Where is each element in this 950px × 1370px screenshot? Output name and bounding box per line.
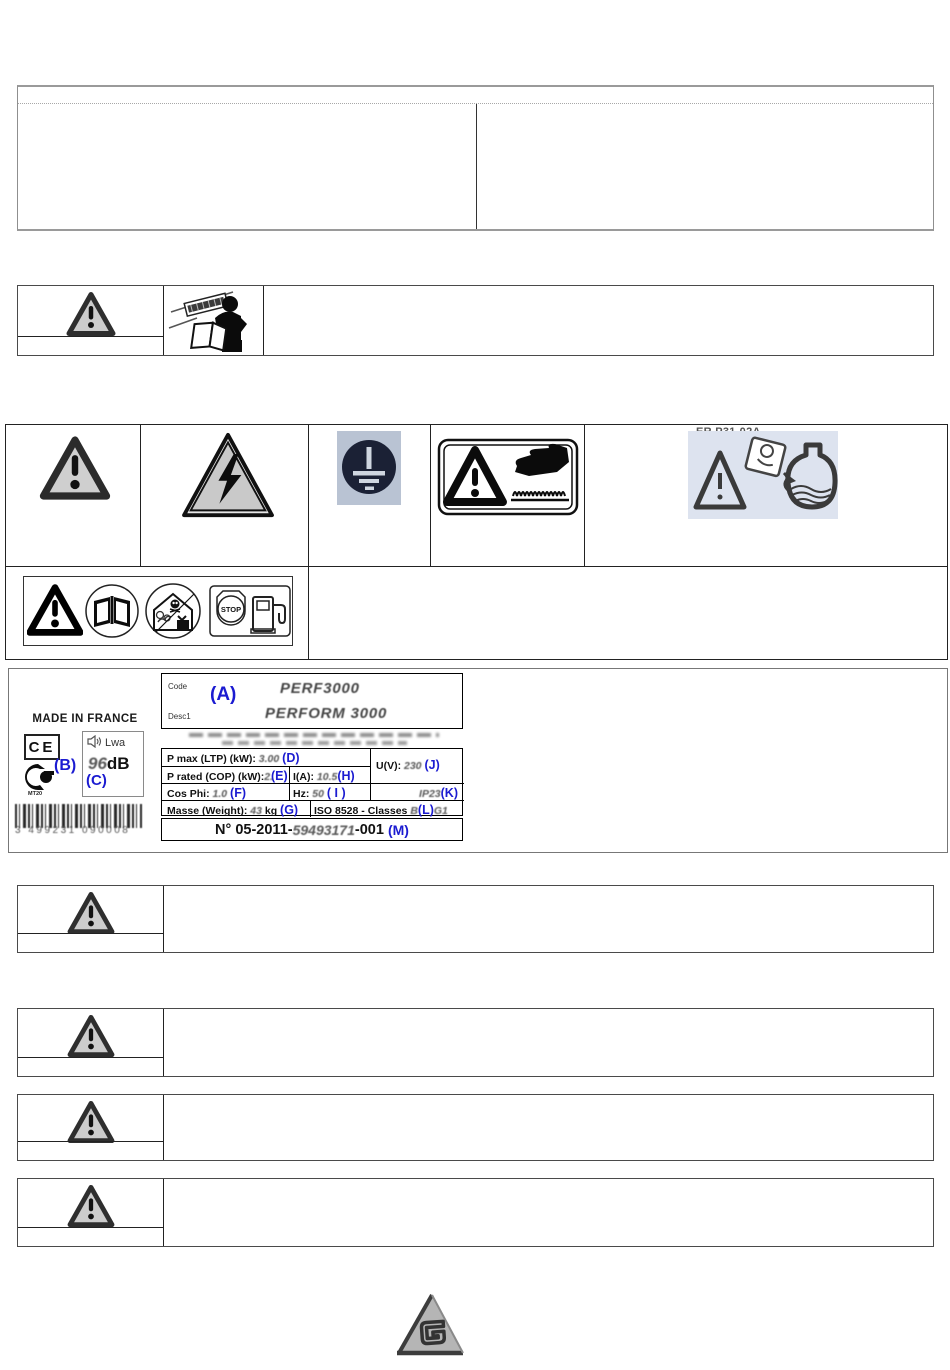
callout-l: (L)	[417, 802, 434, 817]
noise-level-box	[82, 731, 144, 797]
warning-box-3	[17, 1008, 934, 1077]
strip-warning-triangle-icon	[27, 584, 83, 641]
serial-prefix: N° 05-2011-	[215, 821, 293, 838]
weight-cell: Masse (Weight): 43 kg (G)	[167, 802, 299, 817]
warning-triangle-icon	[64, 1184, 118, 1233]
callout-c: (C)	[86, 772, 107, 789]
warning-box-caption-row	[18, 1141, 164, 1160]
callout-f: (F)	[230, 785, 247, 800]
svg-text:P: P	[33, 773, 41, 783]
callout-h: (H)	[337, 768, 355, 783]
warning-box-left-cell	[18, 886, 164, 952]
speaker-icon	[87, 735, 102, 751]
general-warning-triangle-icon	[37, 435, 113, 506]
serial-masked: 59493171	[292, 821, 355, 838]
manufacturer-address-redacted	[184, 731, 444, 745]
symbols-col-divider	[584, 425, 585, 566]
made-in-france-label: MADE IN FRANCE	[32, 713, 138, 725]
callout-b: (B)	[54, 757, 77, 774]
top-table-header-row	[18, 87, 933, 104]
read-manual-book-icon	[84, 583, 140, 644]
callout-i: ( I )	[326, 785, 346, 800]
barcode-digits: 3 499231 090008	[15, 825, 131, 836]
warning-triangle-icon	[64, 291, 118, 342]
iso-class-cell: ISO 8528 - Classes B(L)G1	[314, 802, 448, 817]
frequency-cell: Hz: 50 ( I )	[293, 785, 346, 800]
warning-box-2	[17, 885, 934, 953]
model-code-value: PERF3000	[280, 680, 360, 697]
earth-ground-icon	[337, 431, 401, 510]
serial-number-row	[161, 818, 463, 841]
pmax-cell: P max (LTP) (kW): 3.00 (D)	[167, 751, 300, 765]
svg-text:STOP: STOP	[220, 605, 242, 614]
safety-pictogram-strip	[23, 576, 293, 646]
symbols-col-divider	[308, 425, 309, 566]
callout-d: (D)	[282, 751, 300, 765]
code-label: Code	[168, 682, 188, 691]
prated-cell: P rated (COP) (kW):2.(E)	[167, 768, 288, 783]
warning-box-identification	[17, 285, 934, 356]
warning-box-5	[17, 1178, 934, 1247]
read-plate-pictogram-cell	[164, 286, 264, 355]
model-row	[161, 673, 463, 729]
warning-box-caption-row	[18, 1227, 164, 1246]
warning-box-left-cell	[18, 1009, 164, 1076]
brand-logo-icon	[396, 1292, 466, 1358]
symbols-col-divider	[430, 425, 431, 566]
symbols-col-divider	[308, 566, 309, 659]
cosphi-cell: Cos Phi: 1.0 (F)	[167, 785, 247, 800]
serial-suffix: -001	[354, 821, 384, 838]
callout-m: (M)	[387, 821, 409, 838]
identification-plate-section	[8, 668, 948, 853]
model-desc-value: PERFORM 3000	[265, 705, 388, 722]
no-indoor-use-icon	[144, 582, 202, 645]
warning-box-4	[17, 1094, 934, 1161]
warning-box-left-cell	[18, 1179, 164, 1246]
symbols-col-divider	[140, 425, 141, 566]
ean-barcode	[15, 804, 142, 838]
callout-g: (G)	[280, 802, 299, 817]
spec-table	[161, 748, 463, 816]
warning-box-left-cell	[18, 1095, 164, 1160]
voltage-cell: U(V): 230 (J)	[376, 758, 440, 772]
current-cell: I(A): 10.5(H)	[293, 768, 355, 783]
warning-triangle-icon	[64, 1014, 118, 1063]
warning-box-caption-row	[18, 933, 164, 952]
gost-certification-icon	[24, 763, 56, 791]
oil-fill-pictogram	[688, 431, 838, 519]
warning-box-caption-row	[18, 1057, 164, 1076]
person-reading-plate-icon	[167, 288, 261, 359]
symbols-row-divider	[6, 566, 947, 567]
callout-k: (K)	[440, 785, 458, 800]
noise-unit: dB	[106, 754, 130, 773]
top-table-column-divider	[476, 104, 477, 229]
electric-hazard-icon	[178, 431, 278, 524]
top-table	[17, 85, 934, 231]
callout-e: (E)	[271, 768, 288, 783]
warning-box-left-cell	[18, 286, 164, 355]
stop-engine-before-refuelling-icon	[209, 585, 291, 642]
callout-a: (A)	[210, 684, 237, 705]
warning-box-caption-row	[18, 336, 164, 355]
symbols-table	[5, 424, 948, 660]
callout-j: (J)	[424, 758, 440, 772]
ce-mark: CE	[24, 734, 60, 760]
lwa-label: Lwa	[105, 737, 126, 749]
noise-value: 96	[88, 754, 107, 773]
hot-surface-warning-icon	[437, 438, 579, 521]
ip-rating-cell: IP23(K)	[419, 785, 458, 800]
desc-label: Desc1	[168, 712, 191, 721]
gost-approval-number: MT20	[28, 791, 43, 797]
